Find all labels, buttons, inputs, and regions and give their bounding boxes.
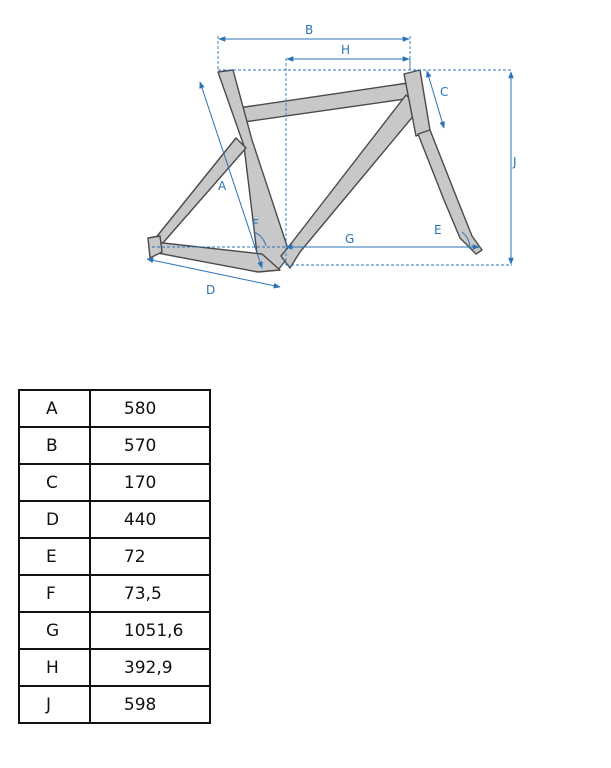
label-d: D: [206, 283, 216, 297]
table-row: [19, 501, 210, 538]
dimension-key-cell: F: [19, 575, 90, 612]
dimension-value-cell: 72: [90, 538, 210, 575]
dimension-key-cell: B: [19, 427, 90, 464]
bike-frame-diagram: [0, 0, 611, 310]
table-row: [19, 612, 210, 649]
label-e: E: [434, 223, 442, 237]
seat-tube: [218, 70, 290, 270]
table-row: [19, 390, 210, 427]
fork: [418, 130, 482, 254]
dimension-key-cell: G: [19, 612, 90, 649]
label-a: A: [218, 179, 227, 193]
dimension-value-cell: 580: [90, 390, 210, 427]
frame-tubes: [148, 70, 482, 272]
table-row: [19, 427, 210, 464]
label-f: F: [252, 217, 259, 231]
label-b: B: [305, 23, 314, 37]
label-c: C: [440, 85, 449, 99]
dimension-key-cell: E: [19, 538, 90, 575]
dimension-value-cell: 392,9: [90, 649, 210, 686]
table-row: [19, 575, 210, 612]
label-h: H: [341, 43, 351, 57]
geometry-table: [18, 389, 211, 724]
dimension-key-cell: D: [19, 501, 90, 538]
dimension-key-cell: J: [19, 686, 90, 723]
label-g: G: [345, 232, 355, 246]
dimension-value-cell: 1051,6: [90, 612, 210, 649]
dimension-key-cell: H: [19, 649, 90, 686]
dim-c-line: [427, 71, 444, 128]
dimension-value-cell: 73,5: [90, 575, 210, 612]
table-row: [19, 686, 210, 723]
dimension-key-cell: A: [19, 390, 90, 427]
dimension-value-cell: 170: [90, 464, 210, 501]
table-row: [19, 649, 210, 686]
dimension-value-cell: 440: [90, 501, 210, 538]
dimension-value-cell: 570: [90, 427, 210, 464]
label-j: J: [513, 155, 517, 169]
dimension-value-cell: 598: [90, 686, 210, 723]
table-row: [19, 538, 210, 575]
top-tube: [238, 83, 412, 122]
dimension-key-cell: C: [19, 464, 90, 501]
seat-stay: [154, 138, 246, 244]
table-row: [19, 464, 210, 501]
